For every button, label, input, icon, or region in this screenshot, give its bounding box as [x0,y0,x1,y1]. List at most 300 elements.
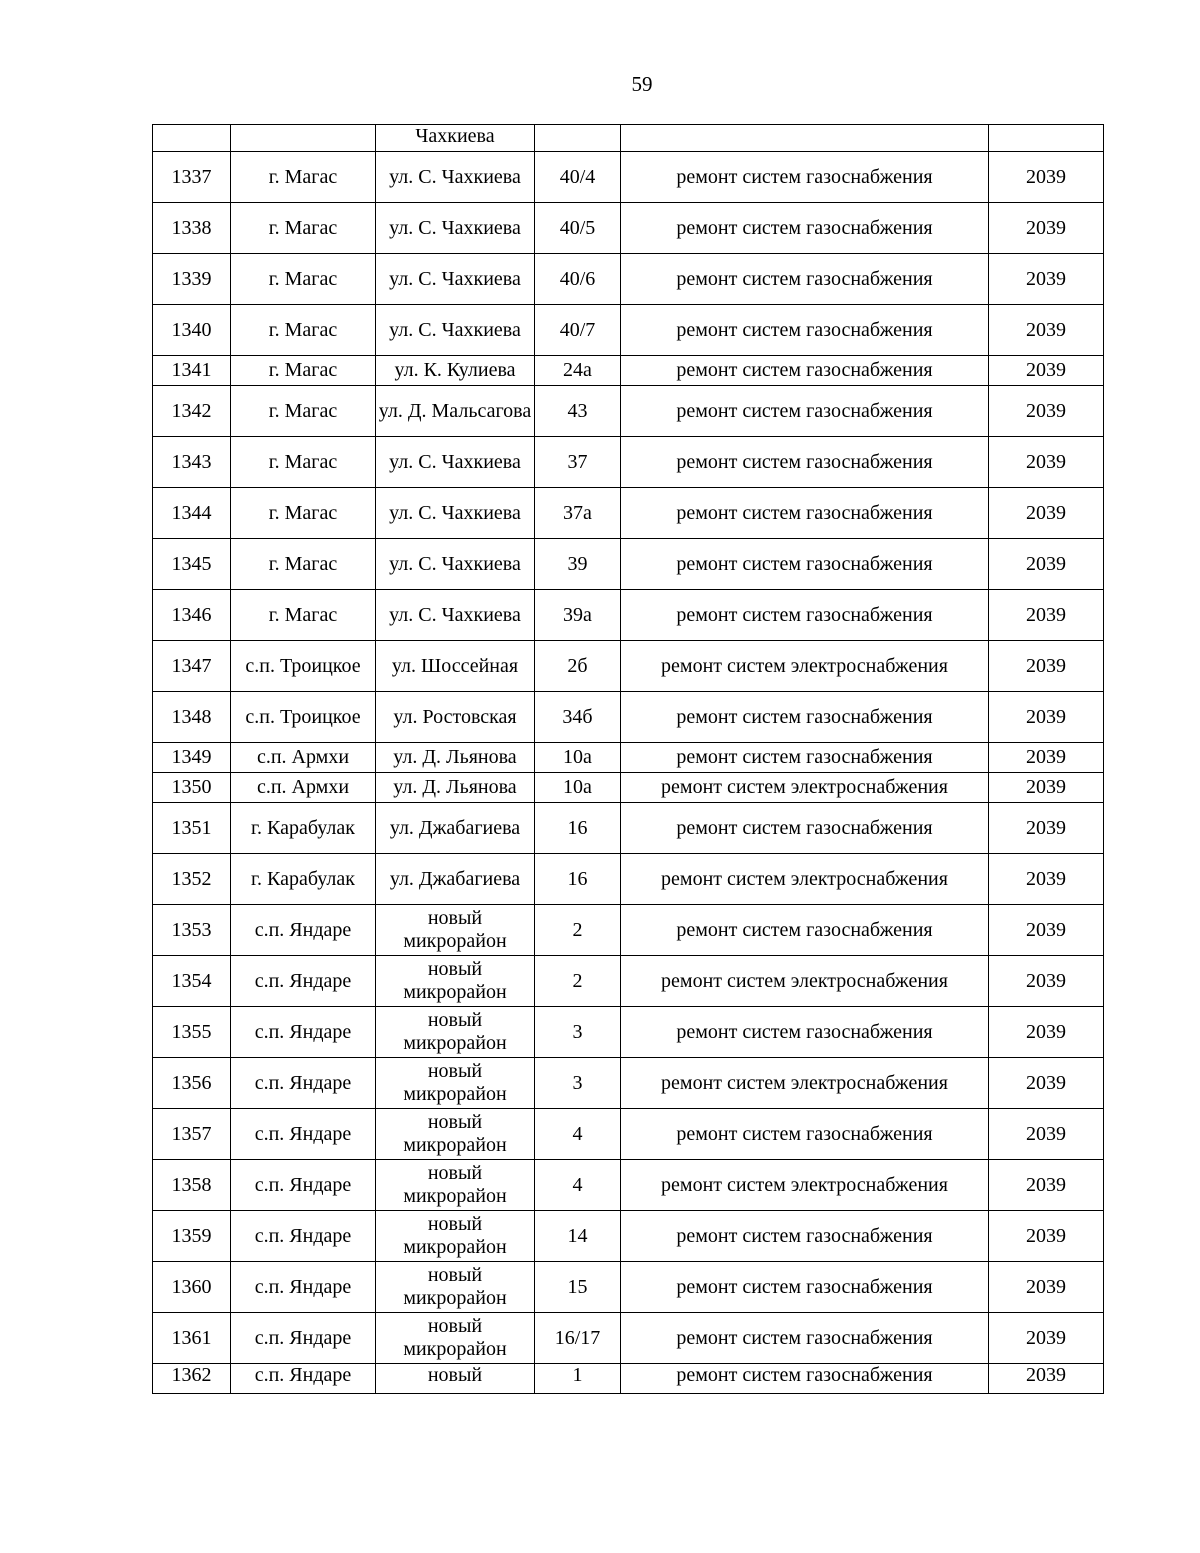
cell-settlement [231,854,376,905]
table-row [153,1211,1104,1262]
cell-number-text: 1352 [171,867,212,890]
cell-street-text: ул. С. Чахкиева [389,450,521,473]
cell-street [376,254,535,305]
cell-year-text: 2039 [1026,705,1066,728]
cell-settlement [231,254,376,305]
cell-street [376,386,535,437]
cell-work-type [621,641,989,692]
cell-settlement-text: с.п. Яндаре [254,1173,352,1196]
cell-house [535,254,621,305]
cell-house [535,437,621,488]
cell-year [989,854,1104,905]
cell-year [989,152,1104,203]
cell-number [153,539,231,590]
cell-work-type-text: ремонт систем газоснабжения [676,1275,933,1298]
cell-year-text: 2039 [1026,1020,1066,1043]
cell-work-type [621,956,989,1007]
cell-settlement [231,743,376,773]
cell-year-text: 2039 [1026,359,1066,381]
cell-house-text: 10а [563,746,592,768]
cell-number [153,1007,231,1058]
cell-year-text: 2039 [1026,867,1066,890]
cell-street [376,1058,535,1109]
cell-house-text: 43 [567,399,588,422]
cell-work-type-text: ремонт систем газоснабжения [676,816,933,839]
cell-year-text: 2039 [1026,165,1066,188]
cell-house-text: 40/7 [559,318,596,341]
cell-number-text: 1348 [171,705,212,728]
cell-number-text: 1350 [171,776,212,798]
cell-work-type [621,905,989,956]
cell-settlement [231,590,376,641]
table-row [153,803,1104,854]
cell-year [989,641,1104,692]
table-body [153,125,1104,1394]
cell-work-type-text: ремонт систем газоснабжения [676,1020,933,1043]
cell-house [535,590,621,641]
table-row [153,488,1104,539]
cell-year-text: 2039 [1026,1071,1066,1094]
cell-settlement [231,773,376,803]
cell-street [376,692,535,743]
cell-street-text: новый микрорайон [403,1213,507,1258]
cell-year [989,803,1104,854]
cell-house [535,488,621,539]
cell-work-type [621,773,989,803]
table-row [153,743,1104,773]
cell-number [153,488,231,539]
cell-settlement [231,905,376,956]
cell-year-text: 2039 [1026,552,1066,575]
cell-house-text: 3 [572,1020,583,1043]
table-row [153,1007,1104,1058]
table-row [153,203,1104,254]
cell-street-text: новый микрорайон [403,1009,507,1054]
cell-house-text: 34б [562,705,593,728]
cell-house-text: 39 [567,552,588,575]
cell-settlement-text: г. Магас [268,399,338,422]
cell-house-text: 16 [567,816,588,839]
cell-street [376,1313,535,1364]
cell-work-type-text: ремонт систем газоснабжения [676,705,933,728]
cell-street [376,905,535,956]
cell-street [376,203,535,254]
cell-house-text: 16 [567,867,588,890]
cell-settlement-text: г. Магас [268,501,338,524]
cell-settlement-text: с.п. Армхи [256,776,350,798]
cell-work-type [621,590,989,641]
cell-street [376,854,535,905]
cell-work-type [621,854,989,905]
cell-house [535,1007,621,1058]
cell-number [153,956,231,1007]
cell-settlement [231,1211,376,1262]
cell-house-text: 1 [572,1364,583,1386]
cell-settlement-text: с.п. Яндаре [254,969,352,992]
cell-work-type [621,1364,989,1394]
cell-street [376,125,535,152]
cell-year [989,125,1104,152]
cell-year-text: 2039 [1026,746,1066,768]
cell-street-text: ул. С. Чахкиева [389,603,521,626]
cell-house [535,152,621,203]
cell-street [376,437,535,488]
cell-work-type-text: ремонт систем газоснабжения [676,1224,933,1247]
cell-house-text: 14 [567,1224,588,1247]
cell-work-type-text: ремонт систем газоснабжения [676,267,933,290]
cell-year [989,905,1104,956]
cell-street-text: ул. Ростовская [393,705,517,728]
cell-work-type-text: ремонт систем газоснабжения [676,1326,933,1349]
cell-settlement [231,125,376,152]
cell-house [535,692,621,743]
cell-year [989,743,1104,773]
cell-work-type [621,1313,989,1364]
cell-house [535,854,621,905]
cell-number [153,125,231,152]
cell-street-text: ул. К. Кулиева [394,359,516,381]
cell-house-text: 10а [563,776,592,798]
cell-settlement-text: г. Магас [268,603,338,626]
cell-settlement-text: г. Карабулак [251,816,355,839]
cell-street [376,641,535,692]
cell-settlement [231,1313,376,1364]
table-row [153,125,1104,152]
cell-number [153,1109,231,1160]
cell-number [153,773,231,803]
cell-year [989,437,1104,488]
cell-work-type [621,125,989,152]
cell-work-type-text: ремонт систем газоснабжения [676,501,933,524]
cell-work-type-text: ремонт систем газоснабжения [676,165,933,188]
cell-settlement-text: с.п. Яндаре [254,1364,352,1386]
table-row [153,590,1104,641]
table-row [153,1109,1104,1160]
cell-street-text: ул. Д. Мальсагова [378,399,532,422]
cell-street-text: новый микрорайон [403,1162,507,1207]
cell-settlement [231,1160,376,1211]
table-row [153,305,1104,356]
cell-work-type [621,356,989,386]
cell-settlement [231,356,376,386]
table-row [153,1262,1104,1313]
cell-house-text: 2 [572,918,583,941]
cell-street-text: ул. С. Чахкиева [389,501,521,524]
table-row [153,1313,1104,1364]
cell-settlement [231,1007,376,1058]
cell-house [535,803,621,854]
cell-number [153,386,231,437]
cell-year [989,386,1104,437]
cell-house-text: 4 [572,1122,583,1145]
cell-house-text: 2б [567,654,588,677]
cell-house-text: 40/4 [559,165,596,188]
cell-year-text: 2039 [1026,450,1066,473]
cell-number-text: 1337 [171,165,212,188]
cell-street [376,1160,535,1211]
cell-work-type-text: ремонт систем газоснабжения [676,318,933,341]
cell-street-text: ул. С. Чахкиева [389,318,521,341]
cell-settlement-text: г. Магас [268,359,338,381]
cell-settlement [231,539,376,590]
cell-settlement-text: с.п. Яндаре [254,1071,352,1094]
cell-settlement [231,956,376,1007]
cell-number-text: 1346 [171,603,212,626]
cell-year-text: 2039 [1026,318,1066,341]
cell-number [153,1058,231,1109]
cell-number-text: 1345 [171,552,212,575]
cell-work-type-text: ремонт систем газоснабжения [676,216,933,239]
table-row [153,854,1104,905]
table-row [153,641,1104,692]
cell-number [153,1262,231,1313]
page-number: 59 [631,72,653,96]
cell-settlement [231,488,376,539]
cell-work-type [621,803,989,854]
table-row [153,956,1104,1007]
cell-work-type [621,692,989,743]
cell-street [376,956,535,1007]
cell-settlement-text: г. Магас [268,216,338,239]
cell-settlement-text: с.п. Армхи [256,746,350,768]
cell-house [535,1313,621,1364]
cell-work-type-text: ремонт систем газоснабжения [676,552,933,575]
cell-number-text: 1353 [171,918,212,941]
cell-year-text: 2039 [1026,816,1066,839]
cell-number [153,203,231,254]
cell-year [989,1364,1104,1394]
cell-street-text: ул. Д. Льянова [393,746,517,768]
cell-street-text: новый микрорайон [403,958,507,1003]
cell-settlement-text: с.п. Яндаре [254,1020,352,1043]
cell-work-type-text: ремонт систем электроснабжения [661,654,948,677]
cell-house [535,641,621,692]
cell-settlement [231,1109,376,1160]
cell-number-text: 1341 [171,359,212,381]
cell-street-text: новый микрорайон [403,907,507,952]
table-row [153,773,1104,803]
cell-year [989,590,1104,641]
cell-street-text: ул. С. Чахкиева [389,165,521,188]
cell-year-text: 2039 [1026,776,1066,798]
cell-number-text: 1344 [171,501,212,524]
cell-street [376,743,535,773]
cell-street-text: ул. Д. Льянова [393,776,517,798]
cell-number-text: 1355 [171,1020,212,1043]
cell-year-text: 2039 [1026,1173,1066,1196]
cell-house-text: 37 [567,450,588,473]
cell-work-type [621,1262,989,1313]
cell-work-type [621,305,989,356]
cell-settlement [231,803,376,854]
cell-year-text: 2039 [1026,1275,1066,1298]
cell-work-type-text: ремонт систем газоснабжения [676,746,933,768]
table-row [153,386,1104,437]
cell-settlement-text: с.п. Яндаре [254,918,352,941]
cell-work-type [621,743,989,773]
cell-house [535,743,621,773]
cell-year-text: 2039 [1026,1122,1066,1145]
cell-number-text: 1343 [171,450,212,473]
cell-year [989,956,1104,1007]
cell-year-text: 2039 [1026,969,1066,992]
cell-house [535,305,621,356]
cell-settlement-text: г. Магас [268,267,338,290]
cell-work-type-text: ремонт систем электроснабжения [661,1173,948,1196]
cell-year [989,539,1104,590]
cell-work-type-text: ремонт систем газоснабжения [676,603,933,626]
cell-number-text: 1354 [171,969,212,992]
cell-year [989,692,1104,743]
cell-number-text: 1356 [171,1071,212,1094]
cell-house [535,539,621,590]
cell-house [535,125,621,152]
cell-work-type [621,488,989,539]
cell-settlement-text: с.п. Яндаре [254,1275,352,1298]
cell-settlement-text: с.п. Троицкое [245,705,361,728]
cell-house [535,905,621,956]
cell-street [376,152,535,203]
cell-number [153,641,231,692]
cell-street-text: ул. Шоссейная [391,654,519,677]
cell-number-text: 1358 [171,1173,212,1196]
cell-work-type-text: ремонт систем электроснабжения [661,1071,948,1094]
cell-year-text: 2039 [1026,216,1066,239]
cell-settlement [231,152,376,203]
cell-house [535,1211,621,1262]
cell-number [153,743,231,773]
cell-number-text: 1340 [171,318,212,341]
cell-house [535,203,621,254]
cell-street [376,1211,535,1262]
cell-year [989,1109,1104,1160]
cell-street-text: ул. Джабагиева [389,816,521,839]
cell-house-text: 16/17 [554,1326,601,1349]
cell-street [376,803,535,854]
cell-settlement-text: г. Карабулак [251,867,355,890]
cell-house-text: 40/5 [559,216,596,239]
cell-work-type-text: ремонт систем газоснабжения [676,359,933,381]
cell-house-text: 3 [572,1071,583,1094]
cell-number-text: 1351 [171,816,212,839]
cell-street-text: новый [427,1364,483,1386]
cell-year [989,356,1104,386]
cell-house [535,1160,621,1211]
cell-year-text: 2039 [1026,918,1066,941]
cell-house [535,1058,621,1109]
cell-street [376,1262,535,1313]
cell-year-text: 2039 [1026,399,1066,422]
cell-street-text: Чахкиева [415,125,495,147]
cell-year [989,488,1104,539]
cell-street [376,1007,535,1058]
cell-year [989,305,1104,356]
cell-number-text: 1362 [171,1364,212,1386]
cell-settlement [231,437,376,488]
cell-number-text: 1359 [171,1224,212,1247]
cell-house [535,1109,621,1160]
cell-work-type-text: ремонт систем газоснабжения [676,399,933,422]
cell-settlement [231,1262,376,1313]
cell-street [376,1109,535,1160]
cell-work-type [621,539,989,590]
cell-number-text: 1360 [171,1275,212,1298]
cell-work-type [621,1109,989,1160]
cell-settlement-text: г. Магас [268,318,338,341]
cell-number [153,356,231,386]
cell-number [153,803,231,854]
cell-work-type [621,1160,989,1211]
table-row [153,437,1104,488]
cell-settlement-text: с.п. Троицкое [245,654,361,677]
table-row [153,905,1104,956]
cell-work-type [621,203,989,254]
cell-year [989,1007,1104,1058]
cell-settlement-text: г. Магас [268,165,338,188]
cell-number [153,437,231,488]
cell-house-text: 24а [563,359,592,381]
cell-number-text: 1357 [171,1122,212,1145]
cell-street-text: новый микрорайон [403,1315,507,1360]
cell-number [153,254,231,305]
cell-work-type [621,437,989,488]
cell-work-type-text: ремонт систем электроснабжения [661,776,948,798]
cell-number [153,590,231,641]
cell-year-text: 2039 [1026,603,1066,626]
cell-house [535,956,621,1007]
cell-number-text: 1347 [171,654,212,677]
cell-street [376,590,535,641]
cell-work-type-text: ремонт систем газоснабжения [676,450,933,473]
cell-number-text: 1361 [171,1326,212,1349]
works-table [152,124,1104,1394]
cell-number-text: 1338 [171,216,212,239]
cell-settlement-text: г. Магас [268,450,338,473]
cell-year-text: 2039 [1026,1224,1066,1247]
cell-settlement [231,203,376,254]
cell-number [153,854,231,905]
cell-year-text: 2039 [1026,1326,1066,1349]
cell-street [376,1364,535,1394]
cell-house-text: 4 [572,1173,583,1196]
cell-number-text: 1339 [171,267,212,290]
cell-number [153,905,231,956]
cell-work-type-text: ремонт систем газоснабжения [676,1122,933,1145]
cell-year [989,773,1104,803]
cell-settlement [231,641,376,692]
cell-house-text: 39а [563,603,592,626]
cell-street-text: ул. С. Чахкиева [389,552,521,575]
cell-settlement-text: с.п. Яндаре [254,1122,352,1145]
table-row [153,254,1104,305]
cell-house-text: 37а [563,501,592,524]
cell-number [153,152,231,203]
cell-year [989,254,1104,305]
cell-year-text: 2039 [1026,1364,1066,1386]
cell-street-text: ул. С. Чахкиева [389,216,521,239]
cell-settlement [231,305,376,356]
cell-year [989,1313,1104,1364]
table-row [153,1160,1104,1211]
cell-work-type-text: ремонт систем газоснабжения [676,1364,933,1386]
cell-settlement [231,1364,376,1394]
cell-year [989,1211,1104,1262]
table-row [153,1364,1104,1394]
cell-work-type [621,254,989,305]
cell-year-text: 2039 [1026,501,1066,524]
table-row [153,1058,1104,1109]
cell-work-type [621,1058,989,1109]
